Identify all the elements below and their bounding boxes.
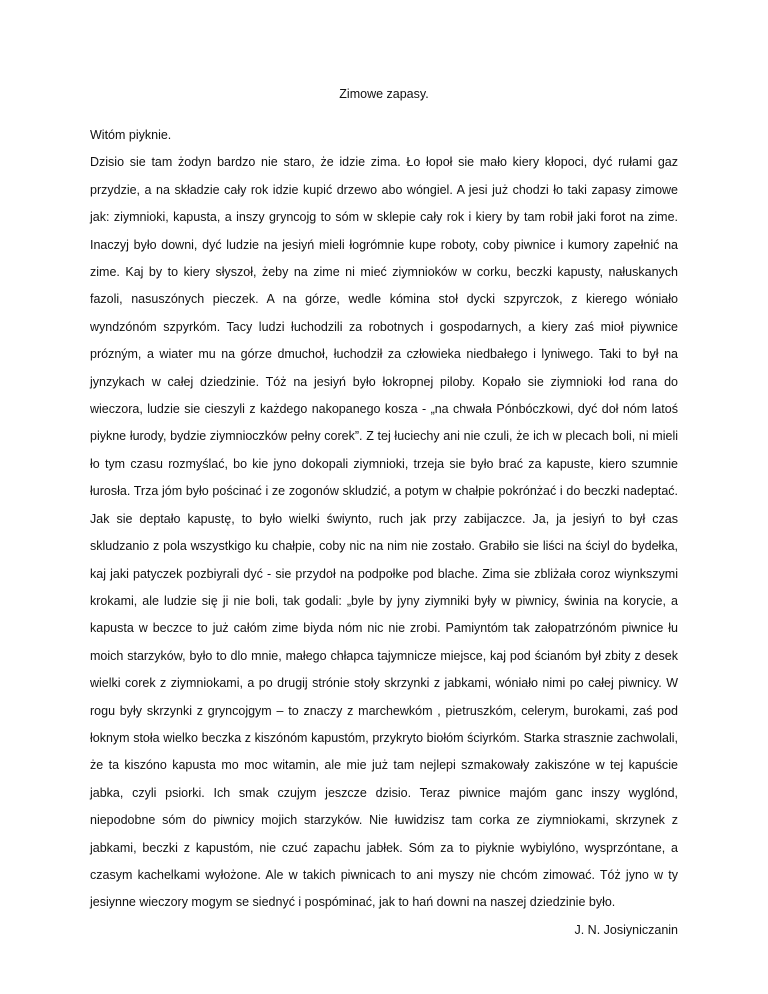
- document-body: [90, 122, 678, 944]
- greeting-line: Witóm piyknie.: [90, 128, 172, 142]
- body-paragraph: Dzisio sie tam żodyn bardzo nie staro, że idzie zima. Ło łopoł sie mało kiery kłopoci, dyć rułami gaz przydzie, a na składzie cały rok idzie kupić drzewo abo wóngiel. A jesi już chodzi ło taki zapasy zimowe jak: ziymnioki, kapusta, a inszy gryncojg to sóm w sklepie cały rok i kiery by tam robił jaki forot na zime. Inaczyj było downi, dyć ludzie na jesiyń mieli łogrómnie kupe roboty, coby piwnice i kumory zapełnić na zime. Kaj by to kiery słyszoł, żeby na zime ni mieć ziymnioków w corku, beczki kapusty, nałuskanych fazoli, nasuszónych pieczek. A na górze, wedle kómina stoł dycki szpyrczok, z kierego wóniało wyndzónóm szpyrkóm. Tacy ludzi łuchodzili za robotnych i gospodarnych, a kiery zaś mioł piywnice prózným, a wiater mu na górze dmuchoł, łuchodził za człowieka niedbałego i lyniwego. Taki to był na jynzykach w całej dziedzinie. Tóż na jesiyń było łokropnej piloby. Kopało sie ziymnioki łod rana do wieczora, ludzie sie cieszyli z każdego nakopanego kosza - „na chwała Pónbóczkowi, dyć doł nóm latoś piykne łurody, bydzie ziymnioczków pełny corek”. Z tej łuciechy ani nie czuli, że ich w plecach boli, ni mieli ło tym czasu rozmyślać, bo kie jyno dokopali ziymnioki, trzeja sie było brać za kapuste, kiero szumnie łurosła. Trza jóm było pościnać i ze zogonów skludzić, a potym w chałpie pokrónżać i do beczki nadeptać. Jak sie deptało kapustę, to było wielki świynto, ruch jak przy zabijaczce. Ja, ja jesiyń to był czas skludzanio z pola wszystkigo ku chałpie, coby nic na nim nie zostało. Grabiło sie liści na ściyl do bydełka, kaj jaki patyczek pozbiyrali dyć - sie przydoł na podpołke pod blache. Zima sie zbliżała coroz wiynkszymi krokami, ale ludzie się ji nie boli, tak godali: „byle by jyny ziymniki były w piwnicy, świnia na korycie, a kapusta w beczce to już całóm zime biyda nóm nic nie zrobi. Pamiyntóm tak załopatrzónóm piwnice łu moich starzyków, było to dlo mnie, małego chłapca tajymnicze miejsce, kaj pod ścianóm był zbity z desek wielki corek z ziymniokami, a po drugij strónie stoły skrzynki z jabkami, wóniało nimi po całej piwnicy. W rogu były skrzynki z gryncojgym – to znaczy z marchewkóm , pietruszkóm, celerym, burokami, zaś pod łoknym stoła wielko beczka z kiszónóm kapustóm, przykryto biołóm ściyrkóm. Starka strasznie zachwolali, że ta kiszóno kapusta mo moc witamin, ale mie już tam nejlepi szmakowały zakiszóne w tej kapuście jabka, czyli psiorki. Ich smak czujym jeszcze dzisio. Teraz piwnice majóm ganc inszy wyglónd, niepodobne sóm do piwnicy mojich starzyków. Nie łuwidzisz tam corka ze ziymniokami, skrzynek z jabkami, beczki z kapustóm, nie czuć zapachu jabłek. Sóm za to piyknie wybiylóno, wysprzóntane, a czasym kachelkami wyłożone. Ale w takich piwnicach to ani myszy nie chcóm zimować. Tóż jyno w ty jesiynne wieczory mogym se siednyć i pospóminać, jak to hań downi na naszej dziedzinie było.: [90, 155, 678, 910]
- author-signature: J. N. Josiyniczanin: [574, 922, 678, 937]
- document-title: Zimowe zapasy.: [339, 87, 429, 101]
